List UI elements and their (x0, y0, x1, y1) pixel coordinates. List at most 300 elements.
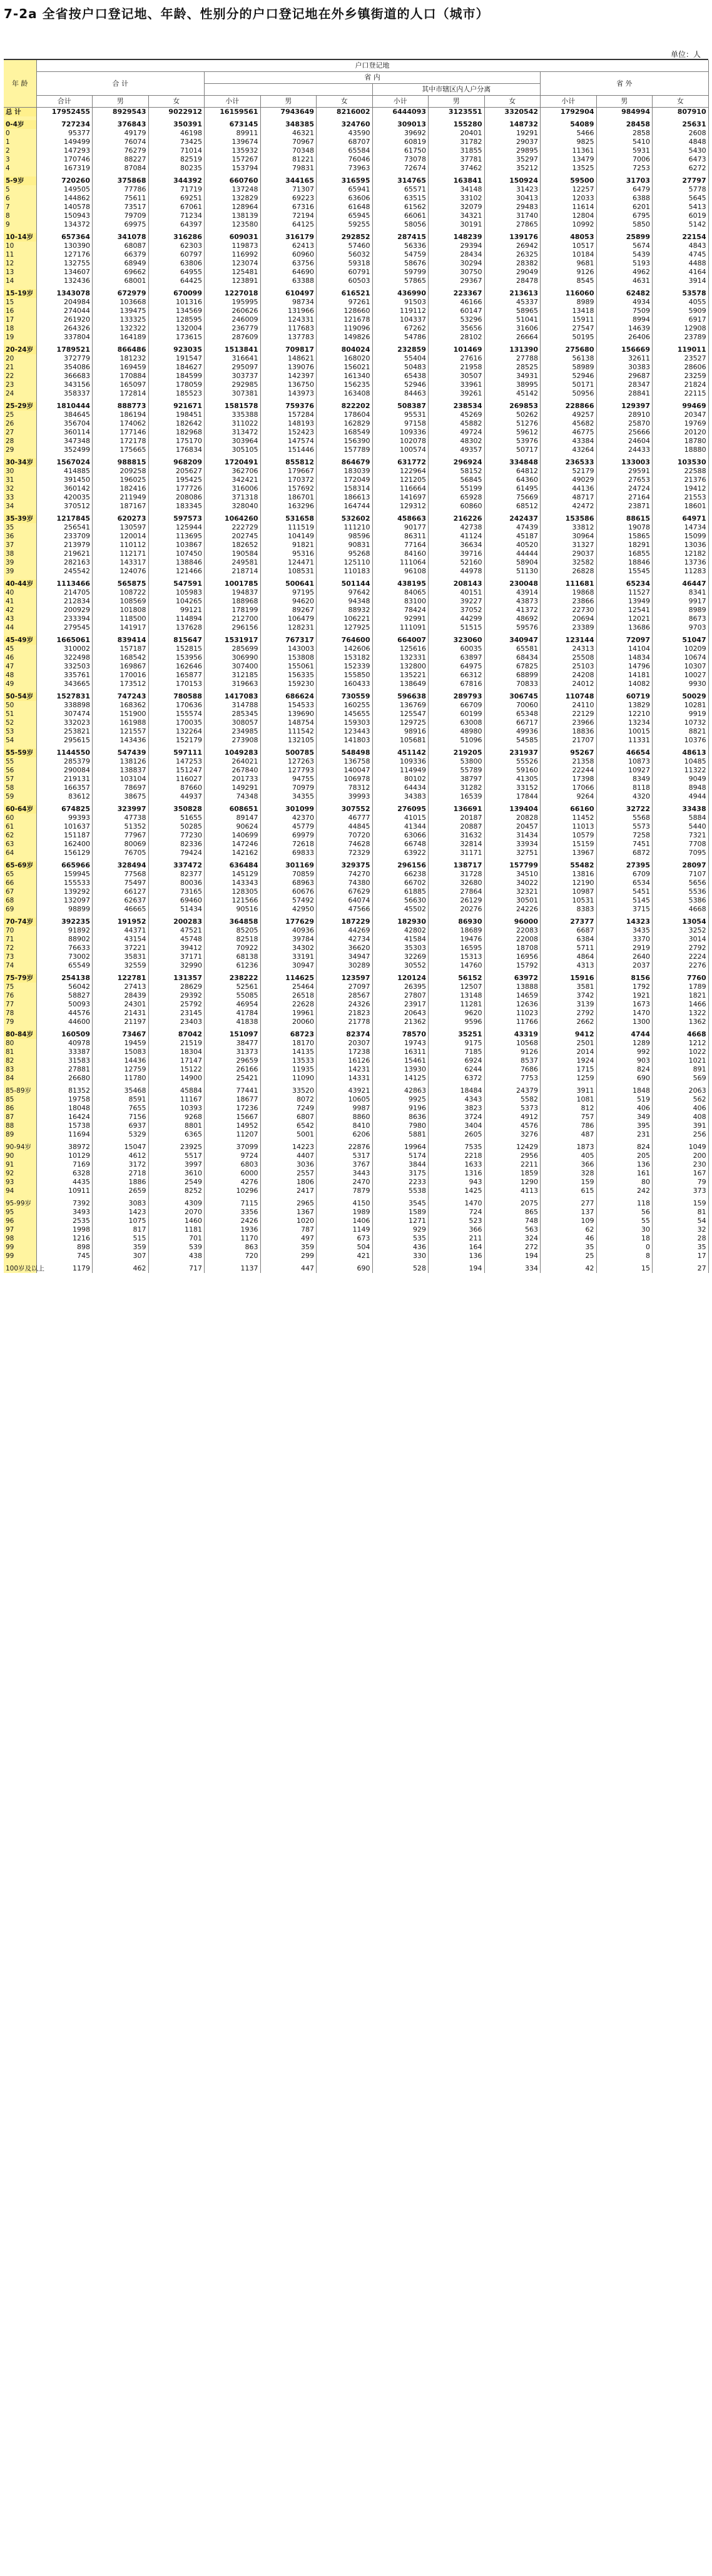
value-cell: 51434 (148, 905, 205, 914)
value-cell: 121557 (93, 727, 149, 736)
value-cell: 10517 (541, 242, 597, 250)
value-cell: 39993 (317, 792, 373, 801)
value-cell: 94620 (260, 597, 317, 606)
value-cell: 436 (372, 1243, 429, 1252)
value-cell: 59612 (484, 428, 541, 437)
value-cell: 181232 (93, 354, 149, 363)
value-cell: 21707 (541, 736, 597, 745)
value-cell: 48613 (653, 749, 709, 757)
value-cell: 256541 (36, 523, 93, 532)
value-cell: 414885 (36, 467, 93, 476)
value-cell: 88615 (596, 514, 653, 523)
value-cell: 9596 (429, 1018, 485, 1026)
value-cell: 65571 (372, 185, 429, 194)
value-cell: 30413 (484, 194, 541, 203)
value-cell: 260626 (205, 307, 261, 315)
value-cell: 21958 (429, 363, 485, 372)
value-cell: 25899 (596, 233, 653, 242)
value-cell: 182930 (372, 917, 429, 926)
table-row (4, 905, 708, 914)
value-cell: 8341 (653, 588, 709, 597)
value-cell: 156335 (260, 671, 317, 680)
value-cell: 109 (541, 1217, 597, 1225)
value-cell: 32680 (429, 879, 485, 887)
value-cell: 149291 (205, 784, 261, 792)
value-cell: 20457 (484, 822, 541, 831)
value-cell: 20643 (372, 1009, 429, 1018)
value-cell: 46654 (596, 749, 653, 757)
value-cell: 4612 (93, 1152, 149, 1160)
value-cell: 2549 (148, 1178, 205, 1187)
value-cell: 156390 (317, 437, 373, 446)
value-cell: 187167 (93, 502, 149, 511)
table-row (4, 345, 708, 354)
value-cell: 39412 (148, 944, 205, 953)
age-cell: 70 (4, 926, 36, 935)
value-cell: 138126 (93, 757, 149, 766)
table-row (4, 991, 708, 1000)
value-cell: 1567024 (36, 458, 93, 467)
value-cell: 20694 (541, 615, 597, 623)
value-cell: 80069 (93, 840, 149, 849)
value-cell: 17 (653, 1252, 709, 1260)
value-cell: 101316 (148, 298, 205, 307)
value-cell: 148193 (260, 419, 317, 428)
value-cell: 123597 (317, 974, 373, 983)
table-row (4, 233, 708, 242)
value-cell: 163841 (429, 176, 485, 185)
value-cell: 204984 (36, 298, 93, 307)
value-cell: 79 (653, 1178, 709, 1187)
value-cell: 720260 (36, 176, 93, 185)
value-cell: 13888 (484, 983, 541, 991)
sub-header-cell: 合计 (36, 96, 93, 108)
value-cell: 33102 (429, 194, 485, 203)
value-cell: 2662 (541, 1018, 597, 1026)
value-cell: 63972 (484, 974, 541, 983)
value-cell: 39261 (429, 389, 485, 398)
value-cell: 124076 (93, 567, 149, 576)
table-row (4, 514, 708, 523)
value-cell: 406 (653, 1104, 709, 1113)
value-cell: 170035 (148, 718, 205, 727)
value-cell: 200929 (36, 606, 93, 615)
age-cell: 7 (4, 203, 36, 212)
age-cell: 17 (4, 315, 36, 324)
value-cell: 164744 (317, 502, 373, 511)
value-cell: 168549 (317, 428, 373, 437)
age-cell: 26 (4, 419, 36, 428)
value-cell: 301169 (260, 861, 317, 870)
value-cell: 8989 (541, 298, 597, 307)
value-cell: 11167 (148, 1095, 205, 1104)
value-cell: 57492 (260, 896, 317, 905)
value-cell: 6807 (260, 1113, 317, 1122)
value-cell: 1936 (205, 1225, 261, 1234)
value-cell: 358337 (36, 389, 93, 398)
age-cell: 96 (4, 1217, 36, 1225)
value-cell: 13533 (260, 1056, 317, 1065)
table-row (4, 935, 708, 944)
value-cell: 121205 (372, 476, 429, 484)
value-cell: 673145 (205, 120, 261, 129)
age-cell: 16 (4, 307, 36, 315)
value-cell: 102078 (372, 437, 429, 446)
age-cell: 42 (4, 606, 36, 615)
value-cell: 26395 (372, 983, 429, 991)
table-row (4, 549, 708, 558)
table-row (4, 736, 708, 745)
value-cell: 132105 (260, 736, 317, 745)
value-cell: 66748 (372, 840, 429, 849)
value-cell: 37052 (429, 606, 485, 615)
value-cell: 51047 (653, 636, 709, 645)
age-cell: 62 (4, 831, 36, 840)
value-cell: 1848 (596, 1086, 653, 1095)
value-cell: 1581578 (205, 402, 261, 411)
value-cell: 866486 (93, 345, 149, 354)
value-cell: 87042 (148, 1030, 205, 1039)
value-cell: 4668 (653, 905, 709, 914)
value-cell: 307 (93, 1252, 149, 1260)
value-cell: 839414 (93, 636, 149, 645)
value-cell: 65941 (317, 185, 373, 194)
value-cell: 49257 (541, 411, 597, 419)
value-cell: 159 (541, 1178, 597, 1187)
value-cell: 500641 (260, 580, 317, 588)
value-cell: 228866 (541, 402, 597, 411)
value-cell: 145655 (317, 710, 373, 718)
value-cell: 25870 (596, 419, 653, 428)
value-cell: 173512 (93, 680, 149, 688)
value-cell: 30289 (317, 961, 373, 970)
value-cell: 84463 (372, 389, 429, 398)
value-cell: 50483 (372, 363, 429, 372)
value-cell: 31606 (484, 324, 541, 333)
value-cell: 285699 (205, 645, 261, 653)
value-cell: 2919 (596, 944, 653, 953)
value-cell: 4668 (653, 1030, 709, 1039)
value-cell: 1216 (36, 1234, 93, 1243)
value-cell: 3844 (372, 1160, 429, 1169)
value-cell: 156669 (596, 345, 653, 354)
value-cell: 144862 (36, 194, 93, 203)
table-row (4, 588, 708, 597)
value-cell: 10027 (653, 671, 709, 680)
value-cell: 2063 (653, 1086, 709, 1095)
value-cell: 198451 (148, 411, 205, 419)
value-cell: 42738 (429, 523, 485, 532)
value-cell: 184627 (148, 363, 205, 372)
value-cell: 143436 (93, 736, 149, 745)
value-cell: 7509 (596, 307, 653, 315)
value-cell: 6206 (317, 1130, 373, 1139)
value-cell: 155280 (429, 120, 485, 129)
value-cell: 42 (541, 1264, 597, 1273)
value-cell: 106479 (260, 615, 317, 623)
table-row (4, 138, 708, 146)
table-row (4, 402, 708, 411)
value-cell: 34302 (260, 944, 317, 953)
value-cell: 8801 (148, 1122, 205, 1130)
value-cell: 2718 (93, 1169, 149, 1178)
value-cell: 157692 (260, 484, 317, 493)
value-cell: 4435 (36, 1178, 93, 1187)
value-cell: 62303 (148, 242, 205, 250)
value-cell: 2965 (260, 1199, 317, 1208)
value-cell: 1460 (148, 1217, 205, 1225)
value-cell: 92991 (372, 615, 429, 623)
value-cell: 64812 (484, 467, 541, 476)
value-cell: 33934 (484, 840, 541, 849)
value-cell: 6201 (596, 203, 653, 212)
age-cell: 53 (4, 727, 36, 736)
age-cell: 9 (4, 220, 36, 229)
value-cell: 354086 (36, 363, 93, 372)
value-cell: 52561 (205, 983, 261, 991)
value-cell: 48053 (541, 233, 597, 242)
value-cell: 348385 (260, 120, 317, 129)
value-cell: 29049 (484, 268, 541, 277)
age-cell: 90-94岁 (4, 1143, 36, 1152)
age-cell: 76 (4, 991, 36, 1000)
value-cell: 159303 (317, 718, 373, 727)
value-cell: 170153 (148, 680, 205, 688)
value-cell: 121566 (205, 896, 261, 905)
value-cell: 11283 (653, 567, 709, 576)
value-cell: 1137 (205, 1264, 261, 1273)
value-cell: 139292 (36, 887, 93, 896)
age-cell: 100岁及以上 (4, 1264, 36, 1273)
value-cell: 35212 (484, 164, 541, 173)
value-cell: 110183 (317, 567, 373, 576)
value-cell: 31327 (541, 541, 597, 549)
value-cell: 14181 (596, 671, 653, 680)
value-cell: 665966 (36, 861, 93, 870)
value-cell: 81 (653, 1208, 709, 1217)
value-cell: 128660 (317, 307, 373, 315)
value-cell: 636484 (205, 861, 261, 870)
value-cell: 43873 (484, 597, 541, 606)
sub-header-cell: 男 (93, 96, 149, 108)
value-cell: 123144 (541, 636, 597, 645)
value-cell: 371318 (205, 493, 261, 502)
value-cell: 299 (260, 1252, 317, 1260)
value-cell: 46166 (429, 298, 485, 307)
value-cell: 139674 (205, 138, 261, 146)
value-cell: 41372 (484, 606, 541, 615)
value-cell: 211949 (93, 493, 149, 502)
value-cell: 6534 (596, 879, 653, 887)
value-cell: 14082 (596, 680, 653, 688)
value-cell: 9175 (429, 1039, 485, 1048)
value-cell: 4848 (653, 138, 709, 146)
value-cell: 143003 (260, 645, 317, 653)
value-cell: 10911 (36, 1187, 93, 1195)
value-cell: 177629 (260, 917, 317, 926)
value-cell: 9196 (372, 1104, 429, 1113)
value-cell: 18291 (596, 541, 653, 549)
value-cell: 3370 (596, 935, 653, 944)
value-cell: 6687 (541, 926, 597, 935)
value-cell: 65549 (36, 961, 93, 970)
value-cell: 96000 (484, 917, 541, 926)
value-cell: 12190 (541, 879, 597, 887)
value-cell: 40978 (36, 1039, 93, 1048)
value-cell: 26680 (36, 1074, 93, 1083)
value-cell: 14796 (596, 662, 653, 671)
value-cell: 136 (596, 1160, 653, 1169)
value-cell: 1715 (541, 1065, 597, 1074)
value-cell: 14952 (205, 1122, 261, 1130)
value-cell: 90516 (205, 905, 261, 914)
value-cell: 121678 (317, 315, 373, 324)
value-cell: 352499 (36, 446, 93, 454)
value-cell: 35468 (93, 1086, 149, 1095)
value-cell: 108569 (93, 597, 149, 606)
value-cell: 295097 (205, 363, 261, 372)
table-row (4, 185, 708, 194)
value-cell: 27395 (596, 861, 653, 870)
age-cell: 70-74岁 (4, 917, 36, 926)
table-row (4, 1243, 708, 1252)
value-cell: 54585 (484, 736, 541, 745)
value-cell: 33191 (260, 953, 317, 961)
value-cell: 98596 (317, 532, 373, 541)
value-cell: 119011 (653, 345, 709, 354)
value-cell: 50717 (484, 446, 541, 454)
value-cell: 53976 (484, 437, 541, 446)
value-cell: 11013 (541, 822, 597, 831)
value-cell: 3435 (596, 926, 653, 935)
value-cell: 34947 (317, 953, 373, 961)
value-cell: 9049 (653, 775, 709, 784)
value-cell: 9987 (317, 1104, 373, 1113)
value-cell: 82374 (317, 1030, 373, 1039)
value-cell: 31703 (596, 176, 653, 185)
age-cell: 10-14岁 (4, 233, 36, 242)
value-cell: 324760 (317, 120, 373, 129)
value-cell: 65928 (429, 493, 485, 502)
value-cell: 292985 (205, 381, 261, 389)
table-row (4, 870, 708, 879)
value-cell: 7760 (653, 974, 709, 983)
value-cell: 136758 (317, 757, 373, 766)
value-cell: 19758 (36, 1095, 93, 1104)
table-row (4, 419, 708, 428)
value-cell: 51130 (484, 567, 541, 576)
value-cell: 569 (653, 1074, 709, 1083)
value-cell: 31782 (429, 138, 485, 146)
value-cell: 73425 (148, 138, 205, 146)
value-cell: 3914 (653, 277, 709, 285)
value-cell: 16595 (429, 944, 485, 953)
value-cell: 347348 (36, 437, 93, 446)
age-cell: 44 (4, 623, 36, 632)
value-cell: 51096 (429, 736, 485, 745)
value-cell: 4576 (484, 1122, 541, 1130)
value-cell: 5451 (596, 887, 653, 896)
value-cell: 32269 (372, 953, 429, 961)
value-cell: 111210 (317, 523, 373, 532)
value-cell: 308057 (205, 718, 261, 727)
value-cell: 80102 (372, 775, 429, 784)
value-cell: 563 (484, 1225, 541, 1234)
value-cell: 6479 (596, 185, 653, 194)
age-cell: 50 (4, 701, 36, 710)
value-cell: 15159 (541, 840, 597, 849)
value-cell: 37462 (429, 164, 485, 173)
value-cell: 5909 (653, 307, 709, 315)
value-cell: 17147 (148, 1056, 205, 1065)
value-cell: 153956 (148, 653, 205, 662)
age-cell: 30 (4, 467, 36, 476)
value-cell: 256 (653, 1130, 709, 1139)
table-row (4, 315, 708, 324)
table-row (4, 541, 708, 549)
value-cell: 7879 (317, 1187, 373, 1195)
value-cell: 943 (429, 1178, 485, 1187)
value-cell: 139176 (484, 233, 541, 242)
value-cell: 332503 (36, 662, 93, 671)
value-cell: 21823 (317, 1009, 373, 1018)
value-cell: 191952 (93, 917, 149, 926)
value-cell: 4320 (596, 792, 653, 801)
value-cell: 13736 (653, 558, 709, 567)
value-cell: 2858 (596, 129, 653, 138)
value-cell: 43319 (484, 1030, 541, 1039)
value-cell: 1406 (317, 1217, 373, 1225)
value-cell: 153794 (205, 164, 261, 173)
table-row (4, 108, 708, 117)
age-cell: 85-89岁 (4, 1086, 36, 1095)
value-cell: 3320542 (484, 108, 541, 117)
value-cell: 51041 (484, 315, 541, 324)
value-cell: 337804 (36, 333, 93, 342)
age-cell: 33 (4, 493, 36, 502)
value-cell: 1789521 (36, 345, 93, 354)
value-cell: 61495 (484, 484, 541, 493)
age-cell: 41 (4, 597, 36, 606)
value-cell: 200283 (148, 917, 205, 926)
value-cell: 1417083 (205, 692, 261, 701)
value-cell: 28458 (596, 120, 653, 129)
age-cell: 18 (4, 324, 36, 333)
value-cell: 55199 (429, 484, 485, 493)
value-cell: 1673 (596, 1000, 653, 1009)
value-cell: 97158 (372, 419, 429, 428)
value-cell: 158314 (317, 484, 373, 493)
value-cell: 161988 (93, 718, 149, 727)
age-cell: 47 (4, 662, 36, 671)
value-cell: 27 (653, 1264, 709, 1273)
value-cell: 60791 (317, 268, 373, 277)
value-cell: 10184 (541, 250, 597, 259)
value-cell: 888773 (93, 402, 149, 411)
value-cell: 84160 (372, 549, 429, 558)
age-cell: 49 (4, 680, 36, 688)
value-cell: 200 (653, 1152, 709, 1160)
age-cell: 48 (4, 671, 36, 680)
value-cell: 170016 (93, 671, 149, 680)
value-cell: 25 (541, 1252, 597, 1260)
value-cell: 531658 (260, 514, 317, 523)
value-cell: 19078 (596, 523, 653, 532)
age-cell: 36 (4, 532, 36, 541)
value-cell: 11090 (260, 1074, 317, 1083)
value-cell: 116664 (372, 484, 429, 493)
age-cell: 98 (4, 1234, 36, 1243)
